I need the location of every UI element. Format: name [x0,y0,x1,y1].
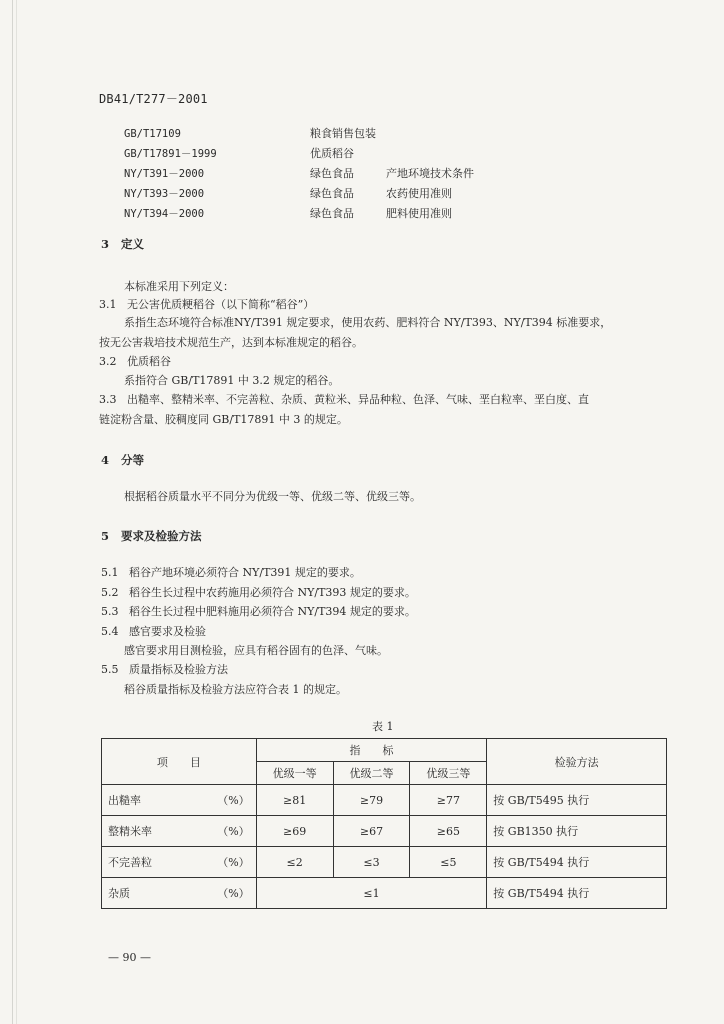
section-3-heading [101,236,144,252]
reference-item [124,124,544,144]
definition-3-1 [99,296,314,312]
table-row [102,847,667,878]
document-id: DB41/T277－2001 [99,92,208,106]
section-title: 分等 [121,453,144,467]
definition-3-2-text: 系指符合 GB/T17891 中 3.2 规定的稻谷。 [124,374,340,387]
row-method: 按 GB/T5494 执行 [487,847,667,878]
row-item-cell [102,878,257,909]
reference-code: GB/T17109 [124,128,181,140]
row-grade-3: ≤5 [410,847,487,878]
row-grade-3: ≥65 [410,816,487,847]
row-grade-1: ≥81 [256,785,333,816]
row-item-cell [102,816,257,847]
row-grade-2: ≥79 [333,785,410,816]
reference-list [124,124,544,224]
clause-text: 稻谷生长过程中农药施用必须符合 NY/T393 规定的要求。 [129,586,416,599]
clause-5-2 [101,584,416,600]
reference-item [124,164,544,184]
row-item-cell [102,785,257,816]
definition-3-3-text-cont: 链淀粉含量、胶稠度同 GB/T17891 中 3 的规定。 [99,413,348,426]
definitions-intro: 本标准采用下列定义： [124,280,234,293]
table-row [102,816,667,847]
clause-number: 3.1 [99,298,117,311]
section-title: 定义 [121,237,144,251]
reference-code: NY/T393－2000 [124,188,205,200]
section-number: 3 [101,237,110,251]
clause-number: 5.2 [101,586,119,599]
row-unit: （%） [217,794,250,807]
row-grade-1: ≥69 [256,816,333,847]
row-unit: （%） [217,887,250,900]
clause-number: 3.3 [99,393,117,406]
clause-title: 质量指标及检验方法 [129,663,228,676]
reference-subtitle: 肥料使用准则 [386,207,452,220]
clause-text: 稻谷生长过程中肥料施用必须符合 NY/T394 规定的要求。 [129,605,416,618]
header-grade-1: 优级一等 [256,762,333,785]
section-4-heading [101,452,144,468]
reference-title: 优质稻谷 [310,147,354,160]
row-merged-index: ≤1 [256,878,487,909]
header-method: 检验方法 [487,739,667,785]
definition-3-2 [99,353,171,369]
clause-5-4 [101,623,206,639]
clause-number: 3.2 [99,355,117,368]
table-row [102,878,667,909]
row-item: 出糙率 [108,794,141,807]
table-header-row [102,739,667,762]
row-grade-2: ≤3 [333,847,410,878]
row-method: 按 GB1350 执行 [487,816,667,847]
clause-number: 5.1 [101,566,119,579]
row-item: 不完善粒 [108,856,152,869]
row-grade-3: ≥77 [410,785,487,816]
clause-5-1 [101,564,361,580]
table-caption: 表 1 [372,720,394,733]
header-index: 指 标 [256,739,487,762]
grading-text: 根据稻谷质量水平不同分为优级一等、优级二等、优级三等。 [124,490,421,503]
reference-title: 绿色食品 [310,207,354,220]
reference-code: NY/T394－2000 [124,208,205,220]
section-number: 5 [101,529,110,543]
clause-title: 无公害优质粳稻谷（以下简称“稻谷”） [127,298,315,311]
reference-code: GB/T17891－1999 [124,148,217,160]
clause-number: 5.5 [101,663,119,676]
row-unit: （%） [217,856,250,869]
scan-binding-edge [12,0,17,1024]
table-row [102,785,667,816]
header-grade-2: 优级二等 [333,762,410,785]
clause-number: 5.3 [101,605,119,618]
clause-text: 出糙率、整精米率、不完善粒、杂质、黄粒米、异品种粒、色泽、气味、垩白粒率、垩白度、直 [127,393,589,406]
definition-3-3 [99,391,589,407]
reference-item [124,184,544,204]
header-grade-3: 优级三等 [410,762,487,785]
section-title: 要求及检验方法 [121,529,202,543]
definition-3-1-text: 系指生态环境符合标准NY/T391 规定要求，使用农药、肥料符合 NY/T393、NY/T394 标准要求， [124,316,612,329]
row-item-cell [102,847,257,878]
reference-item [124,144,544,164]
row-item: 整精米率 [108,825,152,838]
quality-index-table [101,738,667,909]
section-number: 4 [101,453,110,467]
row-unit: （%） [217,825,250,838]
row-grade-2: ≥67 [333,816,410,847]
clause-5-5-text: 稻谷质量指标及检验方法应符合表 1 的规定。 [124,683,347,696]
row-grade-1: ≤2 [256,847,333,878]
reference-item [124,204,544,224]
reference-subtitle: 农药使用准则 [386,187,452,200]
row-method: 按 GB/T5494 执行 [487,878,667,909]
clause-5-5 [101,661,228,677]
reference-code: NY/T391－2000 [124,168,205,180]
clause-title: 感官要求及检验 [129,625,206,638]
clause-5-3 [101,603,416,619]
clause-title: 优质稻谷 [127,355,171,368]
reference-title: 绿色食品 [310,187,354,200]
reference-title: 粮食销售包装 [310,127,376,140]
header-item: 项 目 [102,739,257,785]
clause-number: 5.4 [101,625,119,638]
reference-subtitle: 产地环境技术条件 [386,167,474,180]
clause-5-4-text: 感官要求用目测检验，应具有稻谷固有的色泽、气味。 [124,644,388,657]
reference-title: 绿色食品 [310,167,354,180]
clause-text: 稻谷产地环境必须符合 NY/T391 规定的要求。 [129,566,361,579]
section-5-heading [101,528,202,544]
row-method: 按 GB/T5495 执行 [487,785,667,816]
row-item: 杂质 [108,887,130,900]
page-number: — 90 — [108,951,151,964]
definition-3-1-text-cont: 按无公害栽培技术规范生产，达到本标准规定的稻谷。 [99,336,363,349]
